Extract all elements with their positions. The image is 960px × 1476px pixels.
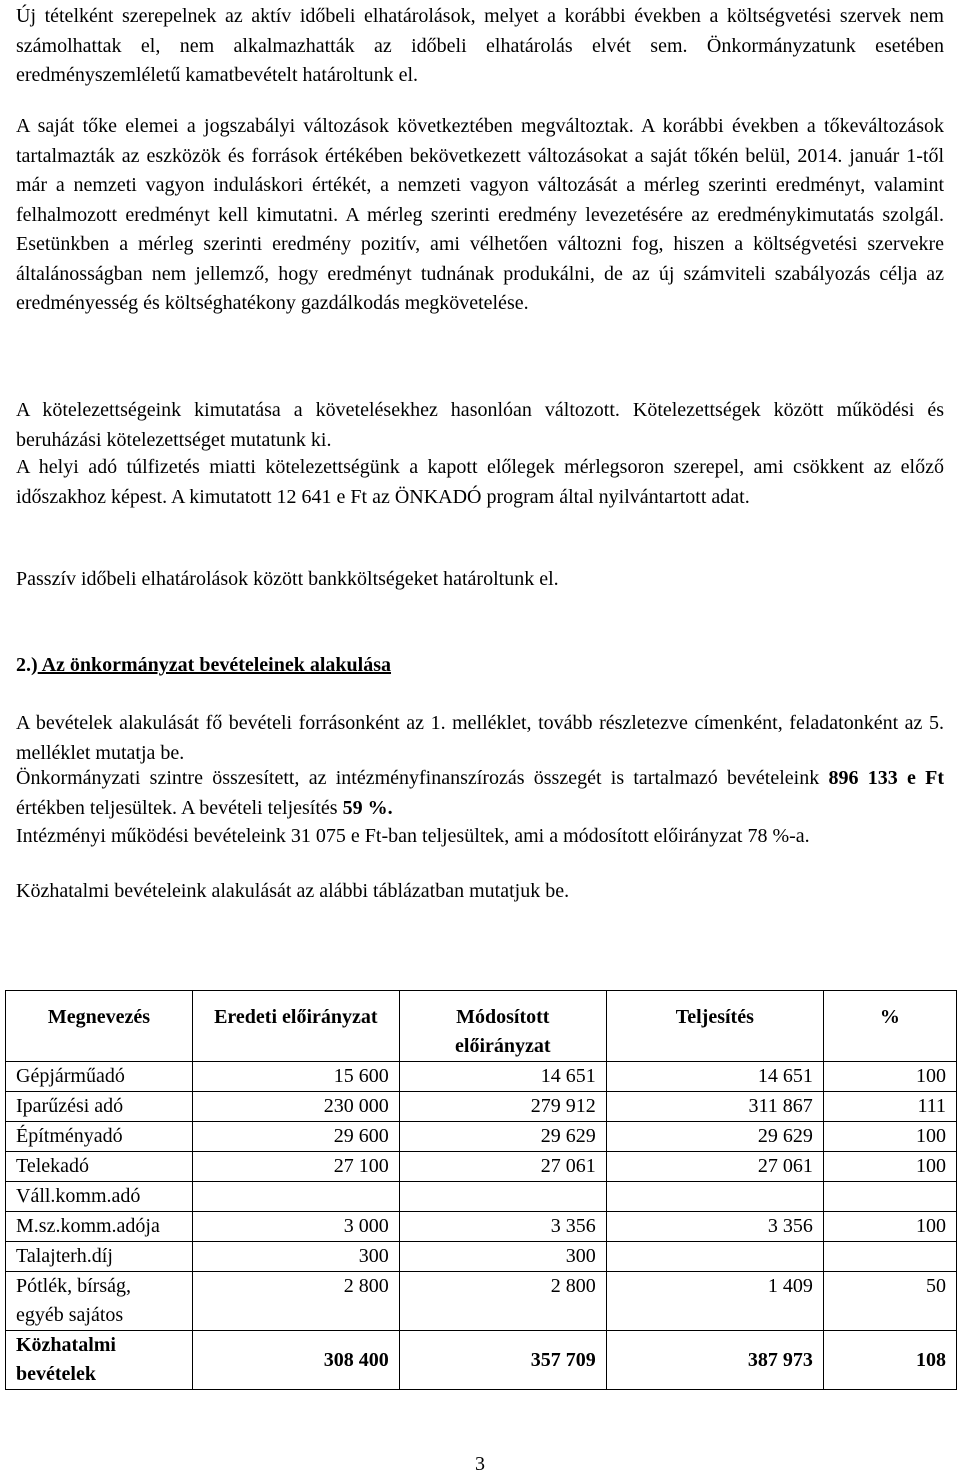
total-teljesites: 387 973 xyxy=(606,1331,823,1390)
row-name: Gépjárműadó xyxy=(6,1062,193,1092)
total-revenue-amount: 896 133 e Ft xyxy=(828,767,944,789)
row-name: Építményadó xyxy=(6,1122,193,1152)
row-teljesites: 311 867 xyxy=(606,1092,823,1122)
page-number: 3 xyxy=(475,1453,485,1475)
paragraph-revenue-sources: A bevételek alakulását fő bevételi forrásonként az 1. melléklet, tovább részletezve címenként, feladatonként az 5. melléklet mutatja be. xyxy=(16,712,944,764)
row-modositott: 27 061 xyxy=(399,1152,606,1182)
header-eredeti: Eredeti előirányzat xyxy=(192,991,399,1062)
row-percent: 100 xyxy=(823,1122,956,1152)
section-heading xyxy=(16,651,391,681)
paragraph-passive-accruals: Passzív időbeli elhatárolások között bankköltségeket határoltunk el. xyxy=(16,568,559,590)
header-modositott: Módosított előirányzat xyxy=(399,991,606,1062)
table-row xyxy=(6,1182,957,1212)
section-title: Az önkormányzat bevételeinek alakulása xyxy=(37,654,392,676)
row-percent xyxy=(823,1242,956,1272)
row-percent xyxy=(823,1182,956,1212)
row-teljesites: 29 629 xyxy=(606,1122,823,1152)
table-header-row xyxy=(6,991,957,1062)
row-eredeti xyxy=(192,1182,399,1212)
row-modositott: 14 651 xyxy=(399,1062,606,1092)
paragraph-local-tax: A helyi adó túlfizetés miatti kötelezettségünk a kapott előlegek mérlegsoron szerepel, ami csökkent az előző időszakhoz képest. A kimutatott 12 641 e Ft az ÖNKADÓ program által nyilvántartott adat. xyxy=(16,456,944,508)
total-revenue-text-2: értékben teljesültek. A bevételi teljesítés xyxy=(16,796,343,819)
paragraph-table-intro: Közhatalmi bevételeink alakulását az alábbi táblázatban mutatjuk be. xyxy=(16,880,570,902)
row-eredeti: 300 xyxy=(192,1242,399,1272)
total-eredeti: 308 400 xyxy=(192,1331,399,1390)
row-eredeti: 15 600 xyxy=(192,1062,399,1092)
row-eredeti: 29 600 xyxy=(192,1122,399,1152)
row-teljesites: 3 356 xyxy=(606,1212,823,1242)
total-percent: 108 xyxy=(823,1331,956,1390)
paragraph-institutional-revenue: Intézményi működési bevételeink 31 075 e Ft-ban teljesültek, ami a módosított előirányzat 78 %-a. xyxy=(16,825,810,847)
table-row xyxy=(6,1272,957,1331)
public-revenue-table xyxy=(5,990,957,1390)
table-row xyxy=(6,1062,957,1092)
row-modositott: 300 xyxy=(399,1242,606,1272)
row-name: Iparűzési adó xyxy=(6,1092,193,1122)
row-eredeti: 230 000 xyxy=(192,1092,399,1122)
row-percent: 100 xyxy=(823,1212,956,1242)
row-modositott: 29 629 xyxy=(399,1122,606,1152)
row-name: Pótlék, bírság, egyéb sajátos xyxy=(6,1272,193,1331)
row-modositott xyxy=(399,1182,606,1212)
total-name: Közhatalmi bevételek xyxy=(6,1331,193,1390)
row-teljesites xyxy=(606,1182,823,1212)
total-modositott: 357 709 xyxy=(399,1331,606,1390)
row-name: Talajterh.díj xyxy=(6,1242,193,1272)
row-teljesites: 14 651 xyxy=(606,1062,823,1092)
paragraph-liabilities: A kötelezettségeink kimutatása a követelésekhez hasonlóan változott. Kötelezettségek között működési és beruházási kötelezettséget mutatunk ki. xyxy=(16,399,944,451)
row-modositott: 3 356 xyxy=(399,1212,606,1242)
row-eredeti: 27 100 xyxy=(192,1152,399,1182)
table-total-row xyxy=(6,1331,957,1390)
header-percent: % xyxy=(823,991,956,1062)
row-name: Váll.komm.adó xyxy=(6,1182,193,1212)
row-eredeti: 3 000 xyxy=(192,1212,399,1242)
table-row xyxy=(6,1242,957,1272)
revenue-fulfilment-percent: 59 %. xyxy=(342,796,393,819)
row-modositott: 2 800 xyxy=(399,1272,606,1331)
table-row xyxy=(6,1122,957,1152)
table-row xyxy=(6,1092,957,1122)
table-row xyxy=(6,1212,957,1242)
row-teljesites: 1 409 xyxy=(606,1272,823,1331)
row-percent: 50 xyxy=(823,1272,956,1331)
row-modositott: 279 912 xyxy=(399,1092,606,1122)
paragraph-active-accruals: Új tételként szerepelnek az aktív időbeli elhatárolások, melyet a korábbi években a költségvetési szervek nem számolhattak el, nem alkalmazhatták az időbeli elhatárolás elvét sem. Önkormányzatunk esetében eredményszemléletű kamatbevételt határoltunk el. xyxy=(16,5,944,86)
paragraph-equity: A saját tőke elemei a jogszabályi változások következtében megváltoztak. A korábbi években a tőkeváltozások tartalmazták az eszközök és források értékében bekövetkezett változásokat a saját tőkén belül, 2014. január 1-től már a nemzeti vagyon induláskori értékét, a nemzeti vagyon változását a mérleg szerinti eredményt, valamint felhalmozott eredményt kell kimutatni. A mérleg szerinti eredmény levezetésére az eredménykimutatás szolgál. Esetünkben a mérleg szerinti eredmény pozitív, ami vélhetően változni fog, hiszen a költségvetési szervekre általánosságban nem jellemző, hogy eredményt tudnának produkálni, de az új számviteli szabályozás célja az eredményesség és költséghatékony gazdálkodás megkövetelése. xyxy=(16,115,944,314)
section-number: 2.) xyxy=(16,654,38,676)
row-percent: 100 xyxy=(823,1152,956,1182)
table-row xyxy=(6,1152,957,1182)
row-name: M.sz.komm.adója xyxy=(6,1212,193,1242)
row-percent: 111 xyxy=(823,1092,956,1122)
paragraph-total-revenue xyxy=(16,764,944,823)
row-teljesites: 27 061 xyxy=(606,1152,823,1182)
header-teljesites: Teljesítés xyxy=(606,991,823,1062)
row-eredeti: 2 800 xyxy=(192,1272,399,1331)
header-megnevezes: Megnevezés xyxy=(6,991,193,1062)
row-percent: 100 xyxy=(823,1062,956,1092)
row-name: Telekadó xyxy=(6,1152,193,1182)
total-revenue-text-1: Önkormányzati szintre összesített, az intézményfinanszírozás összegét is tartalmazó bevételeink xyxy=(16,767,829,789)
row-teljesites xyxy=(606,1242,823,1272)
